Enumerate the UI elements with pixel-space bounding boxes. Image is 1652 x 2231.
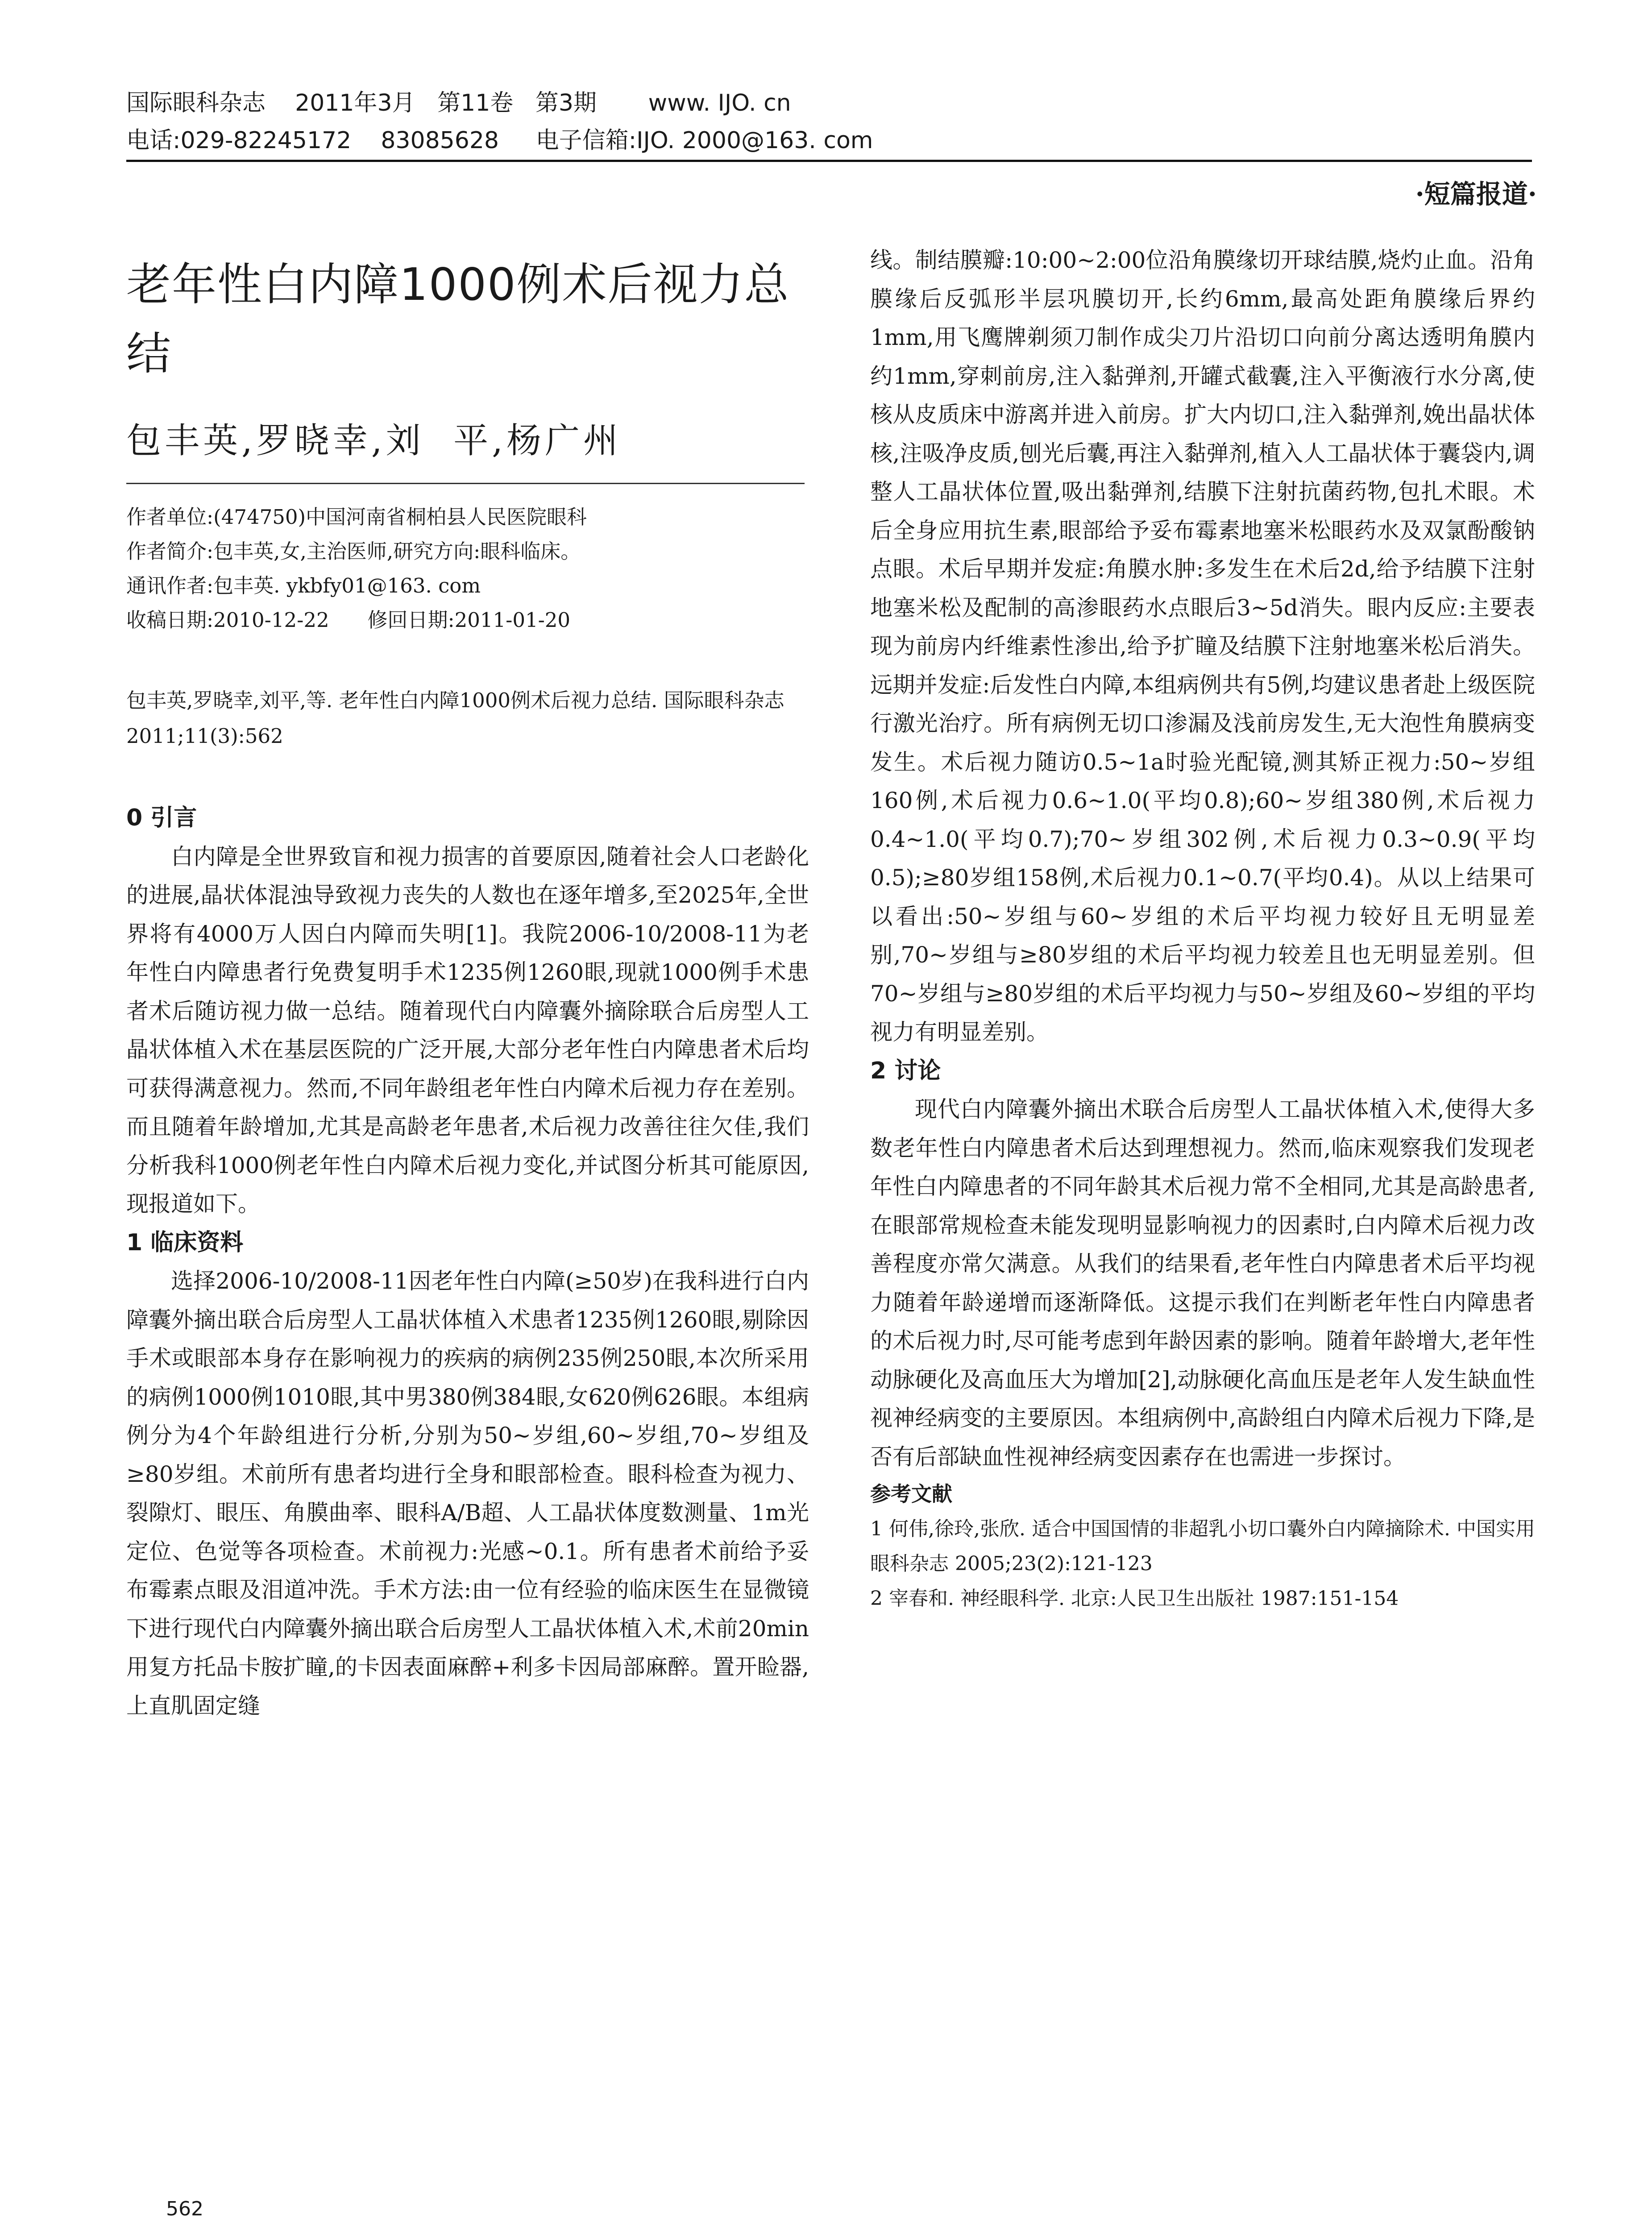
received-dates: 收稿日期:2010-12-22 修回日期:2011-01-20	[126, 608, 571, 632]
affiliation: 作者单位:(474750)中国河南省桐柏县人民医院眼科	[126, 505, 587, 529]
journal-header-line: 国际眼科杂志 2011年3月 第11卷 第3期 www. IJO. cn	[126, 90, 791, 116]
references-heading: 参考文献	[870, 1482, 952, 1506]
intro-heading: 0 引言	[126, 804, 197, 831]
reference-item: 1 何伟,徐玲,张欣. 适合中国国情的非超乳小切口囊外白内障摘除术. 中国实用眼科杂志 2005;23(2):121-123	[870, 1518, 1535, 1575]
left-column	[126, 799, 809, 1725]
journal-contact-line: 电话:029-82245172 83085628 电子信箱:IJO. 2000@163. com	[126, 127, 873, 154]
author-list: 包丰英,罗晓幸,刘 平,杨广州	[126, 421, 622, 461]
article-title: 老年性白内障1000例术后视力总结	[126, 258, 790, 380]
article-meta	[126, 500, 831, 637]
header-divider	[126, 160, 1532, 162]
section-label: ·短篇报道·	[1415, 179, 1537, 209]
author-intro: 作者简介:包丰英,女,主治医师,研究方向:眼科临床。	[126, 539, 581, 563]
discussion-heading: 2 讨论	[870, 1057, 941, 1084]
clinical-paragraph: 选择2006-10/2008-11因老年性白内障(≥50岁)在我科进行白内障囊外摘出联合后房型人工晶状体植入术患者1235例1260眼,剔除因手术或眼部本身存在影响视力的疾病的病例235例250眼,本次所采用的病例1000例1010眼,其中男380例384眼,女620例626眼。本组病例分为4个年龄组进行分析,分别为50~岁组,60~岁组,70~岁组及≥80岁组。术前所有患者均进行全身和眼部检查。眼科检查为视力、裂隙灯、眼压、角膜曲率、眼科A/B超、人工晶状体度数测量、1m光定位、色觉等各项检查。术前视力:光感~0.1。所有患者术前给予妥布霉素点眼及泪道冲洗。手术方法:由一位有经验的临床医生在显微镜下进行现代白内障囊外摘出联合后房型人工晶状体植入术,术前20min用复方托品卡胺扩瞳,的卡因表面麻醉+利多卡因局部麻醉。置开睑器,上直肌固定缝	[126, 1268, 809, 1719]
citation-line: 包丰英,罗晓幸,刘平,等. 老年性白内障1000例术后视力总结. 国际眼科杂志 2011;11(3):562	[126, 688, 784, 748]
reference-item: 2 宰春和. 神经眼科学. 北京:人民卫生出版社 1987:151-154	[870, 1587, 1399, 1610]
references	[870, 1476, 1535, 1616]
intro-paragraph: 白内障是全世界致盲和视力损害的首要原因,随着社会人口老龄化的进展,晶状体混浊导致视力丧失的人数也在逐年增多,至2025年,全世界将有4000万人因白内障而失明[1]。我院2006-10/2008-11为老年性白内障患者行免费复明手术1235例1260眼,现就1000例手术患者术后随访视力做一总结。随着现代白内障囊外摘除联合后房型人工晶状体植入术在基层医院的广泛开展,大部分老年性白内障患者术后均可获得满意视力。然而,不同年龄组老年性白内障术后视力存在差别。而且随着年龄增加,尤其是高龄老年患者,术后视力改善往往欠佳,我们分析我科1000例老年性白内障术后视力变化,并试图分析其可能原因,现报道如下。	[126, 843, 809, 1217]
right-column	[870, 241, 1535, 1616]
discussion-paragraph: 现代白内障囊外摘出术联合后房型人工晶状体植入术,使得大多数老年性白内障患者术后达到理想视力。然而,临床观察我们发现老年性白内障患者的不同年龄其术后视力常不全相同,尤其是高龄患者,在眼部常规检查未能发现明显影响视力的因素时,白内障术后视力改善程度亦常欠满意。从我们的结果看,老年性白内障患者术后平均视力随着年龄递增而逐渐降低。这提示我们在判断老年性白内障患者的术后视力时,尽可能考虑到年龄因素的影响。随着年龄增大,老年性动脉硬化及高血压大为增加[2],动脉硬化高血压是老年人发生缺血性视神经病变的主要原因。本组病例中,高龄组白内障术后视力下降,是否有后部缺血性视神经病变因素存在也需进一步探讨。	[870, 1096, 1535, 1470]
corresponding-author: 通讯作者:包丰英. ykbfy01@163. com	[126, 574, 481, 597]
author-divider	[126, 483, 805, 484]
page-number: 562	[166, 2198, 203, 2220]
clinical-paragraph-continued: 线。制结膜瓣:10:00~2:00位沿角膜缘切开球结膜,烧灼止血。沿角膜缘后反弧形半层巩膜切开,长约6mm,最高处距角膜缘后界约1mm,用飞鹰牌剃须刀制作成尖刀片沿切口向前分离达透明角膜内约1mm,穿刺前房,注入黏弹剂,开罐式截囊,注入平衡液行水分离,使核从皮质床中游离并进入前房。扩大内切口,注入黏弹剂,娩出晶状体核,注吸净皮质,刨光后囊,再注入黏弹剂,植入人工晶状体于囊袋内,调整人工晶状体位置,吸出黏弹剂,结膜下注射抗菌药物,包扎术眼。术后全身应用抗生素,眼部给予妥布霉素地塞米松眼药水及双氯酚酸钠点眼。术后早期并发症:角膜水肿:多发生在术后2d,给予结膜下注射地塞米松及配制的高渗眼药水点眼后3~5d消失。眼内反应:主要表现为前房内纤维素性渗出,给予扩瞳及结膜下注射地塞米松后消失。远期并发症:后发性白内障,本组病例共有5例,均建议患者赴上级医院行激光治疗。所有病例无切口渗漏及浅前房发生,无大泡性角膜病变发生。术后视力随访0.5~1a时验光配镜,测其矫正视力:50~岁组160例,术后视力0.6~1.0(平均0.8);60~岁组380例,术后视力0.4~1.0(平均0.7);70~岁组302例,术后视力0.3~0.9(平均0.5);≥80岁组158例,术后视力0.1~0.7(平均0.4)。从以上结果可以看出:50~岁组与60~岁组的术后平均视力较好且无明显差别,70~岁组与≥80岁组的术后平均视力较差且也无明显差别。但70~岁组与≥80岁组的术后平均视力与50~岁组及60~岁组的平均视力有明显差别。	[870, 247, 1535, 1045]
clinical-heading: 1 临床资料	[126, 1229, 244, 1256]
